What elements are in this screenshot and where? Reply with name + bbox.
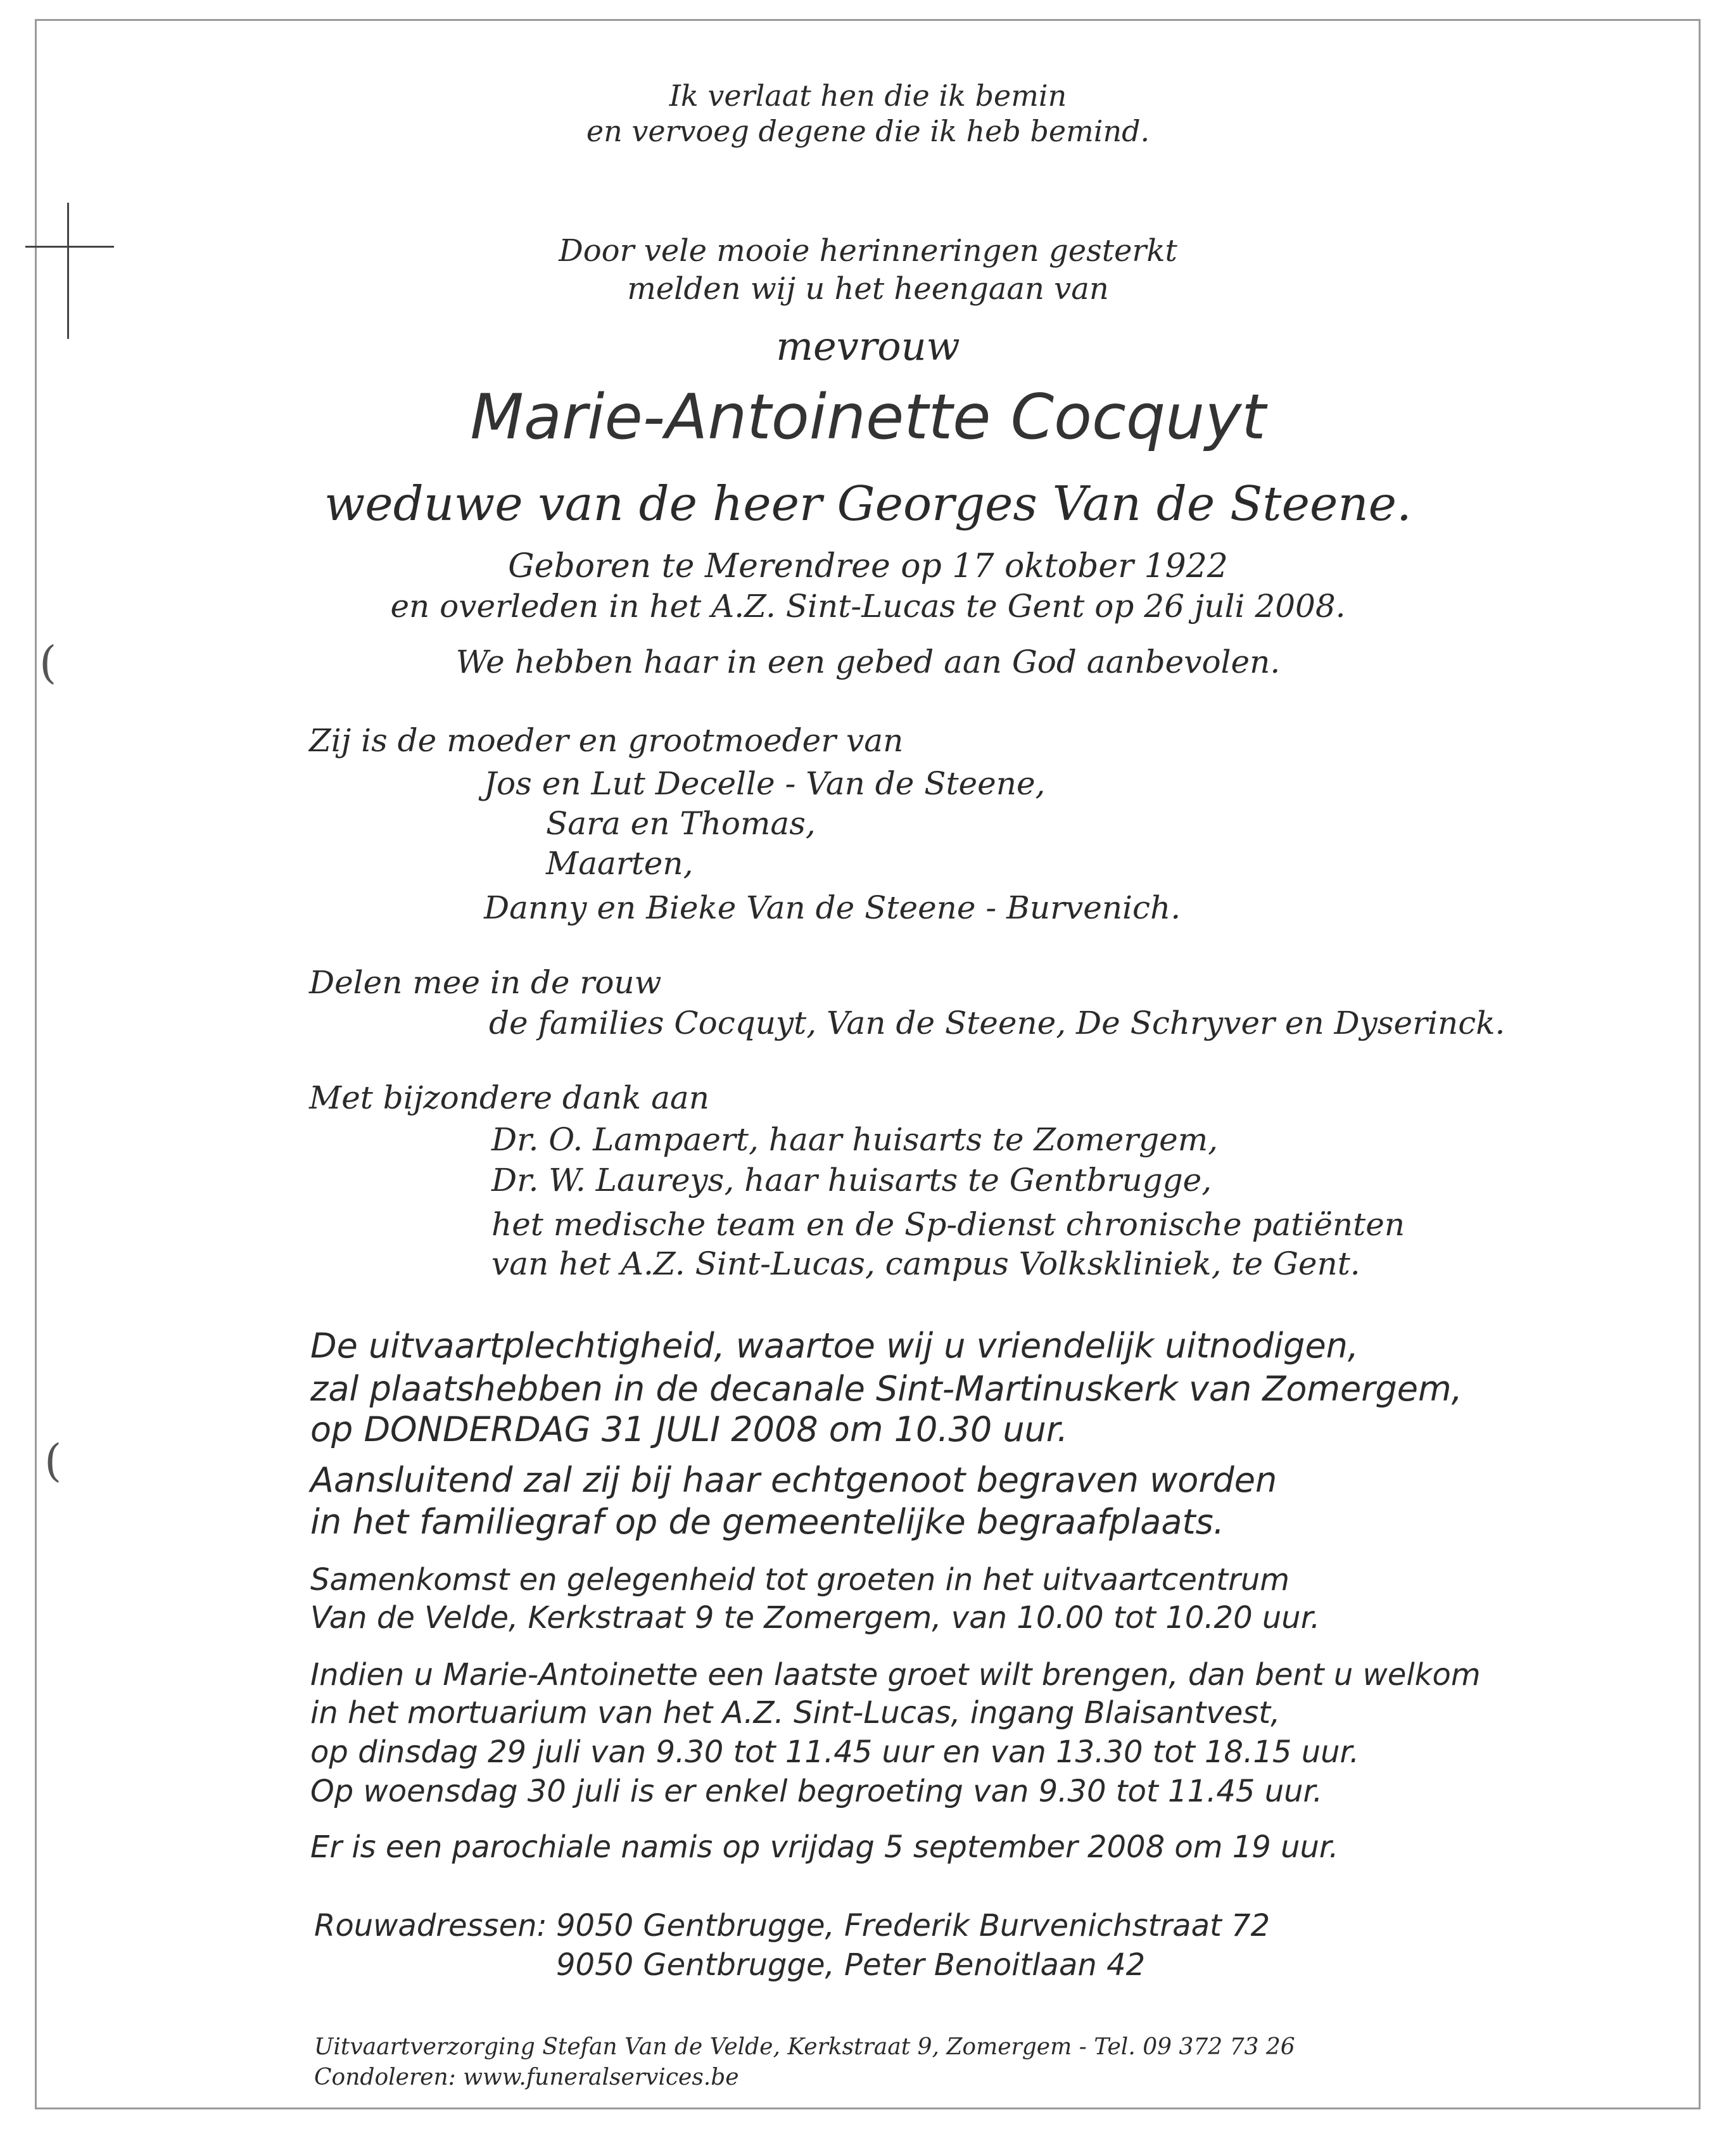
family-member: Danny en Bieke Van de Steene - Burvenich.: [484, 889, 1181, 926]
address-1: 9050 Gentbrugge, Frederik Burvenichstraat 72: [556, 1908, 1270, 1943]
died-line: en overleden in het A.Z. Sint-Lucas te Gent op 26 juli 2008.: [390, 588, 1346, 625]
mourning-families: de families Cocquyt, Van de Steene, De Schryver en Dyserinck.: [489, 1005, 1505, 1041]
family-member: Jos en Lut Decelle - Van de Steene,: [484, 765, 1046, 802]
deceased-name: Marie-Antoinette Cocquyt: [470, 381, 1266, 454]
deceased-title: mevrouw: [776, 323, 960, 369]
visitation-line-1: Indien u Marie-Antoinette een laatste groet wilt brengen, dan bent u welkom: [310, 1657, 1481, 1693]
footer-condolences: Condoleren: www.funeralservices.be: [314, 2064, 739, 2090]
thanks-item: Dr. W. Laureys, haar huisarts te Gentbrugge,: [491, 1162, 1212, 1198]
footer-funeral-director: Uitvaartverzorging Stefan Van de Velde, Kerkstraat 9, Zomergem - Tel. 09 372 73 26: [314, 2034, 1295, 2060]
family-heading: Zij is de moeder en grootmoeder van: [309, 722, 904, 759]
family-member: Maarten,: [546, 845, 694, 882]
punch-hole-mark: (: [39, 637, 57, 689]
visitation-line-4: Op woensdag 30 juli is er enkel begroeting van 9.30 tot 11.45 uur.: [310, 1774, 1323, 1809]
cross-icon-vertical: [67, 203, 69, 339]
thanks-item: het medische team en de Sp-dienst chronische patiënten: [491, 1206, 1405, 1243]
memorial-line: Er is een parochiale namis op vrijdag 5 september 2008 om 19 uur.: [310, 1829, 1339, 1865]
thanks-item: van het A.Z. Sint-Lucas, campus Volkskliniek, te Gent.: [491, 1245, 1360, 1282]
thanks-item: Dr. O. Lampaert, haar huisarts te Zomergem,: [491, 1121, 1218, 1158]
address-2: 9050 Gentbrugge, Peter Benoitlaan 42: [556, 1947, 1146, 1983]
addresses-label: Rouwadressen:: [314, 1908, 547, 1943]
prayer-line: We hebben haar in een gebed aan God aanbevolen.: [455, 644, 1281, 680]
intro-line-2: melden wij u het heengaan van: [627, 271, 1109, 307]
gathering-line-1: Samenkomst en gelegenheid tot groeten in het uitvaartcentrum: [310, 1562, 1290, 1598]
thanks-heading: Met bijzondere dank aan: [309, 1079, 709, 1116]
ceremony-line-2: zal plaatshebben in de decanale Sint-Martinuskerk van Zomergem,: [310, 1369, 1462, 1409]
intro-line-1: Door vele mooie herinneringen gesterkt: [559, 233, 1177, 269]
verse-line-2: en vervoeg degene die ik heb bemind.: [586, 114, 1150, 148]
ceremony-line-1: De uitvaartplechtigheid, waartoe wij u vriendelijk uitnodigen,: [310, 1326, 1359, 1366]
punch-hole-mark: (: [44, 1435, 62, 1487]
verse-line-1: Ik verlaat hen die ik bemin: [669, 79, 1067, 113]
widow-of: weduwe van de heer Georges Van de Steene.: [324, 476, 1412, 531]
gathering-line-2: Van de Velde, Kerkstraat 9 te Zomergem, van 10.00 tot 10.20 uur.: [310, 1600, 1321, 1636]
ceremony-line-3: op DONDERDAG 31 JULI 2008 om 10.30 uur.: [310, 1409, 1068, 1449]
burial-line-2: in het familiegraf op de gemeentelijke begraafplaats.: [310, 1502, 1224, 1542]
visitation-line-3: op dinsdag 29 juli van 9.30 tot 11.45 uur en van 13.30 tot 18.15 uur.: [310, 1734, 1360, 1770]
visitation-line-2: in het mortuarium van het A.Z. Sint-Lucas, ingang Blaisantvest,: [310, 1695, 1281, 1731]
born-line: Geboren te Merendree op 17 oktober 1922: [508, 547, 1228, 585]
mourning-heading: Delen mee in de rouw: [309, 964, 662, 1001]
family-member: Sara en Thomas,: [546, 805, 816, 842]
burial-line-1: Aansluitend zal zij bij haar echtgenoot begraven worden: [310, 1460, 1277, 1500]
